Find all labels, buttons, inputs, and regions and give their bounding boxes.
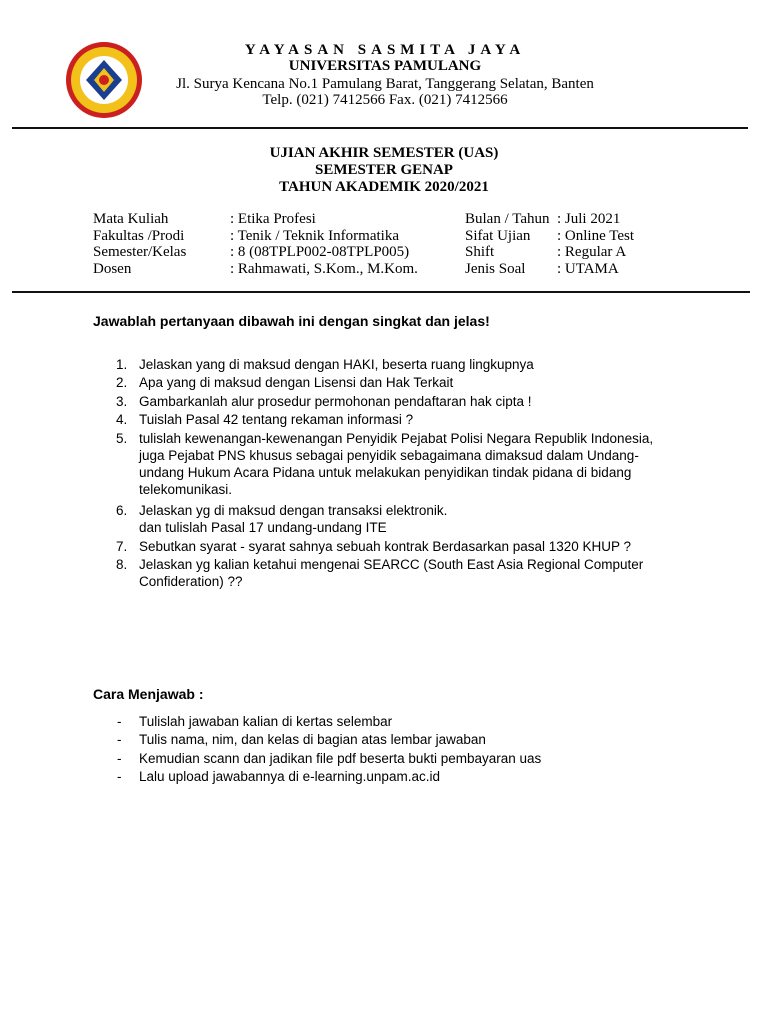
- info-value-shift: : Regular A: [557, 244, 627, 260]
- info-label-lecturer: Dosen: [93, 261, 132, 277]
- info-divider: [12, 291, 750, 293]
- info-label-month-year: Bulan / Tahun: [465, 211, 550, 227]
- header-divider: [12, 127, 748, 129]
- answer-instructions-title: Cara Menjawab :: [93, 686, 204, 702]
- question-number: 7.: [116, 539, 128, 554]
- foundation-name: YAYASAN SASMITA JAYA: [244, 42, 526, 58]
- info-value-month-year: : Juli 2021: [557, 211, 621, 227]
- question-text: tulislah kewenangan-kewenangan Penyidik Pejabat Polisi Negara Republik Indonesia, juga Pejabat PNS khusus sebagai penyidik sebagaimana dimaksud dalam Undang-undang Hukum Acara Pidana untuk melakukan penyidikan tindak pidana di bidang telekomunikasi.: [139, 431, 654, 497]
- bullet-dash: -: [117, 751, 122, 766]
- info-label-shift: Shift: [465, 244, 495, 260]
- question-text-continued: dan tulislah Pasal 17 undang-undang ITE: [139, 520, 387, 535]
- question-number: 5.: [116, 431, 128, 446]
- answer-step-text: Lalu upload jawabannya di e-learning.unpam.ac.id: [139, 769, 440, 784]
- bullet-dash: -: [117, 714, 122, 729]
- university-name: UNIVERSITAS PAMULANG: [288, 58, 482, 74]
- question-number: 3.: [116, 394, 128, 409]
- question-number: 6.: [116, 503, 128, 518]
- question-number: 2.: [116, 375, 128, 390]
- question-text: Jelaskan yang di maksud dengan HAKI, beserta ruang lingkupnya: [139, 357, 534, 372]
- info-label-course: Mata Kuliah: [93, 211, 169, 227]
- info-value-course: : Etika Profesi: [230, 211, 316, 227]
- exam-title: UJIAN AKHIR SEMESTER (UAS): [269, 145, 499, 161]
- university-address: Jl. Surya Kencana No.1 Pamulang Barat, Tanggerang Selatan, Banten: [176, 76, 594, 92]
- info-label-faculty: Fakultas /Prodi: [93, 228, 185, 244]
- answer-step-text: Tulislah jawaban kalian di kertas selembar: [139, 714, 393, 729]
- question-text: Sebutkan syarat - syarat sahnya sebuah kontrak Berdasarkan pasal 1320 KHUP ?: [139, 539, 632, 554]
- info-value-exam-type: : Online Test: [557, 228, 634, 244]
- question-text: Gambarkanlah alur prosedur permohonan pendaftaran hak cipta !: [139, 394, 532, 409]
- question-number: 1.: [116, 357, 128, 372]
- info-value-lecturer: : Rahmawati, S.Kom., M.Kom.: [230, 261, 418, 277]
- university-seal-icon: [64, 40, 144, 120]
- info-value-semester-class: : 8 (08TPLP002-08TPLP005): [230, 244, 410, 260]
- question-number: 4.: [116, 412, 128, 427]
- question-text: Jelaskan yg di maksud dengan transaksi elektronik.: [139, 503, 448, 518]
- bullet-dash: -: [117, 732, 122, 747]
- question-text: Tuislah Pasal 42 tentang rekaman informasi ?: [139, 412, 414, 427]
- answer-step-text: Tulis nama, nim, dan kelas di bagian atas lembar jawaban: [139, 732, 486, 747]
- answer-step-text: Kemudian scann dan jadikan file pdf beserta bukti pembayaran uas: [139, 751, 542, 766]
- bullet-dash: -: [117, 769, 122, 784]
- info-value-question-type: : UTAMA: [557, 261, 619, 277]
- info-label-question-type: Jenis Soal: [465, 261, 526, 277]
- question-number: 8.: [116, 557, 128, 572]
- info-label-exam-type: Sifat Ujian: [465, 228, 531, 244]
- question-text: Jelaskan yg kalian ketahui mengenai SEARCC (South East Asia Regional Computer Confideration) ??: [139, 557, 644, 589]
- exam-semester: SEMESTER GENAP: [315, 162, 453, 178]
- exam-academic-year: TAHUN AKADEMIK 2020/2021: [279, 179, 489, 195]
- info-value-faculty: : Tenik / Teknik Informatika: [230, 228, 399, 244]
- university-phone: Telp. (021) 7412566 Fax. (021) 7412566: [262, 92, 508, 108]
- question-text: Apa yang di maksud dengan Lisensi dan Hak Terkait: [139, 375, 454, 390]
- info-label-semester-class: Semester/Kelas: [93, 244, 187, 260]
- instruction-text: Jawablah pertanyaan dibawah ini dengan singkat dan jelas!: [93, 313, 490, 329]
